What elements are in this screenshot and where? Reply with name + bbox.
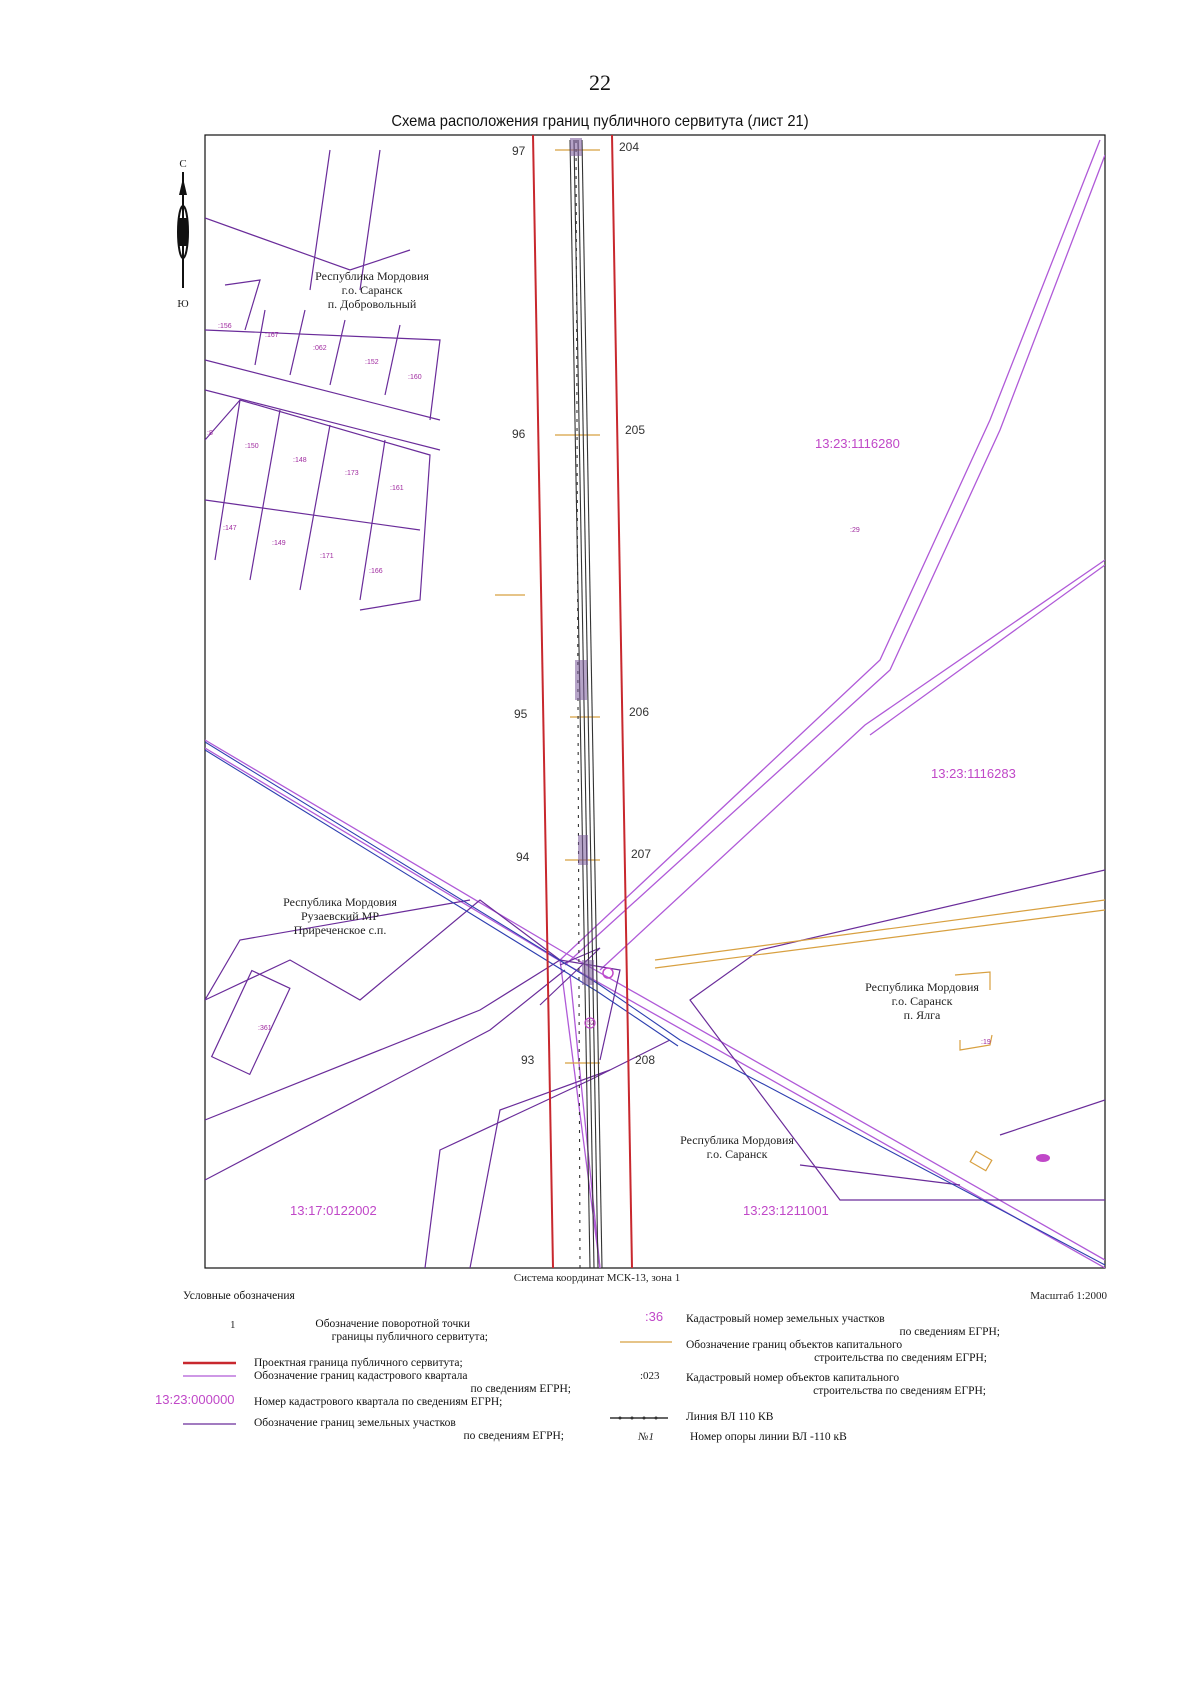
parcel-number: :152: [365, 359, 379, 366]
parcel-number: :062: [313, 345, 327, 352]
quarter-number: 13:17:0122002: [290, 1203, 377, 1218]
place-line: г.о. Саранск: [706, 1147, 768, 1161]
point-label: 95: [514, 707, 528, 721]
quarter-numbers: [290, 436, 1016, 1218]
place-line: Приреченское с.п.: [293, 923, 387, 937]
parcel-number: :173: [345, 470, 359, 477]
legend-building-number-line1: Кадастровый номер объектов капитального: [686, 1372, 900, 1384]
legend-pole-number: Номер опоры линии ВЛ -110 кВ: [690, 1431, 847, 1443]
place-line: Республика Мордовия: [680, 1133, 794, 1147]
coord-system: Система координат МСК-13, зона 1: [513, 1272, 681, 1284]
legend-parcel-boundary-line2: по сведениям ЕГРН;: [463, 1430, 564, 1442]
parcel-number: :147: [223, 525, 237, 532]
legend-power-line-text: Линия ВЛ 110 КВ: [686, 1411, 774, 1423]
parcel-number: :29: [850, 527, 860, 534]
point-label: 208: [635, 1053, 656, 1067]
place-line: Рузаевский МР: [300, 909, 380, 923]
legend-project-boundary: Проектная граница публичного сервитута;: [254, 1357, 463, 1369]
legend-building-boundary-line1: Обозначение границ объектов капитального: [686, 1339, 903, 1351]
north-arrow-icon: [177, 158, 188, 310]
parcel-number: :166: [369, 568, 383, 575]
legend-title: Условные обозначения: [183, 1290, 295, 1302]
parcel-number: :149: [272, 540, 286, 547]
quarter-number: 13:23:1116280: [815, 436, 900, 451]
compass-north-label: С: [179, 158, 187, 170]
point-label: 93: [521, 1053, 535, 1067]
parcel-number: :150: [245, 443, 259, 450]
legend-turn-point-line2: границы публичного сервитута;: [331, 1331, 488, 1343]
legend-building-sample: :023: [640, 1370, 660, 1382]
point-label: 96: [512, 427, 526, 441]
place-yalga: [865, 980, 979, 1022]
point-label: 204: [619, 140, 640, 154]
parcel-number: :19: [981, 1039, 991, 1046]
quarter-number: 13:23:1211001: [743, 1203, 829, 1218]
legend-quarter-boundary-line2: по сведениям ЕГРН;: [470, 1383, 571, 1395]
legend-turn-point-sample: 1: [230, 1319, 236, 1331]
power-line: [570, 140, 602, 1268]
place-line: г.о. Саранск: [891, 994, 953, 1008]
parcel-number: :156: [218, 323, 232, 330]
quarter-number: 13:23:1116283: [931, 766, 1016, 781]
point-label: 97: [512, 144, 526, 158]
place-line: г.о. Саранск: [341, 283, 403, 297]
place-line: Республика Мордовия: [865, 980, 979, 994]
legend-pole-sample: №1: [638, 1431, 654, 1443]
legend-parcel-sample: :36: [645, 1309, 664, 1324]
parcel-number: :167: [265, 332, 279, 339]
parcel-boundaries: [205, 150, 1105, 1268]
parcel-number: :148: [293, 457, 307, 464]
legend-quarter-boundary-line1: Обозначение границ кадастрового квартала: [254, 1370, 468, 1382]
parcel-number: :52: [585, 1020, 595, 1027]
parcel-number: :161: [390, 485, 404, 492]
legend-quarter-number: Номер кадастрового квартала по сведениям ЕГРН;: [254, 1396, 503, 1408]
legend-parcel-number-line2: по сведениям ЕГРН;: [899, 1326, 1000, 1338]
parcel-number: :171: [320, 553, 334, 560]
legend-parcel-number-line1: Кадастровый номер земельных участков: [686, 1313, 885, 1325]
point-label: 94: [516, 850, 530, 864]
point-label: 207: [631, 847, 652, 861]
place-line: п. Ялга: [903, 1008, 941, 1022]
map-title: Схема расположения границ публичного сервитута (лист 21): [391, 113, 809, 130]
parcel-number: :8: [207, 430, 213, 437]
legend-quarter-sample: 13:23:000000: [155, 1392, 235, 1407]
map-scale: Масштаб 1:2000: [1030, 1290, 1107, 1302]
legend-turn-point-line1: Обозначение поворотной точки: [315, 1318, 470, 1330]
legend-parcel-boundary-line1: Обозначение границ земельных участков: [254, 1417, 456, 1429]
parcel-number: :160: [408, 374, 422, 381]
point-label: 206: [629, 705, 650, 719]
place-line: Республика Мордовия: [283, 895, 397, 909]
place-dobrovolny: [315, 269, 429, 311]
legend-building-boundary-line2: строительства по сведениям ЕГРН;: [814, 1352, 987, 1364]
page-number: 22: [589, 70, 611, 95]
parcel-number: :361: [258, 1025, 272, 1032]
compass-south-label: Ю: [177, 298, 189, 310]
place-line: Республика Мордовия: [315, 269, 429, 283]
place-line: п. Добровольный: [327, 297, 417, 311]
point-label: 205: [625, 423, 646, 437]
legend-building-number-line2: строительства по сведениям ЕГРН;: [813, 1385, 986, 1397]
turn-points-right: [619, 140, 655, 1067]
place-saransk: [680, 1133, 794, 1161]
